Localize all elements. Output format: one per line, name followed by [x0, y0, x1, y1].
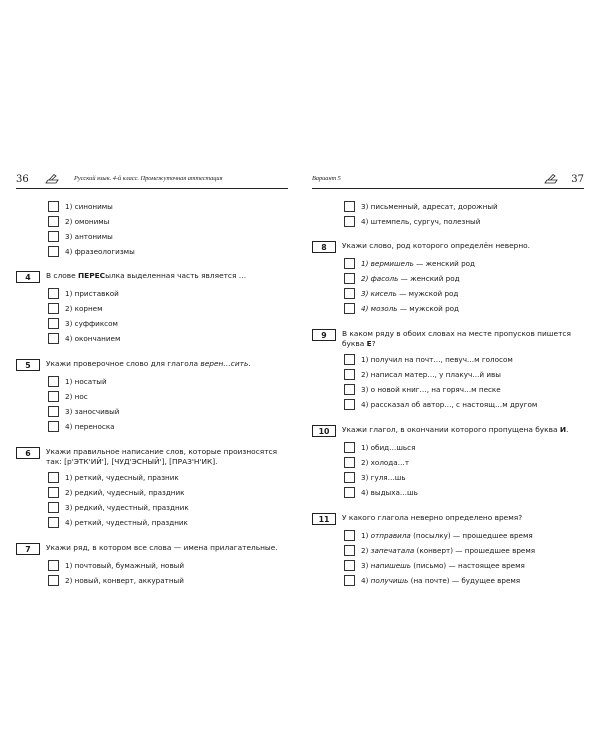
answer-option[interactable]: [48, 199, 288, 214]
answer-option[interactable]: [344, 543, 584, 558]
option-text: 2) запечатала (конверт) — прошедшее время: [361, 546, 536, 555]
option-text: 2) написал матер…, у плакуч…й ивы: [361, 370, 501, 379]
answer-checkbox[interactable]: [48, 560, 59, 571]
answer-option[interactable]: [344, 271, 584, 286]
answer-option[interactable]: [48, 419, 288, 434]
answer-checkbox[interactable]: [48, 201, 59, 212]
answer-checkbox[interactable]: [344, 201, 355, 212]
option-text: 1) почтовый, бумажный, новый: [65, 561, 185, 570]
option-text: 4) выдыха…шь: [361, 488, 418, 497]
answer-option[interactable]: [344, 286, 584, 301]
question-7: [16, 543, 288, 588]
option-text: 3) суффиксом: [65, 319, 118, 328]
answer-checkbox[interactable]: [344, 575, 355, 586]
answer-checkbox[interactable]: [48, 246, 59, 257]
option-text: 4) штемпель, сургуч, полезный: [361, 217, 481, 226]
answer-checkbox[interactable]: [344, 303, 355, 314]
option-text: 3) заносчивый: [65, 407, 120, 416]
right-page: [312, 172, 584, 585]
answer-option[interactable]: [344, 440, 584, 455]
answer-checkbox[interactable]: [48, 288, 59, 299]
question-9: [312, 329, 584, 412]
answer-option[interactable]: [48, 286, 288, 301]
option-text: 4) мозоль — мужской род: [361, 304, 460, 313]
answer-checkbox[interactable]: [344, 369, 355, 380]
question-number: 11: [312, 513, 336, 525]
answer-option[interactable]: [344, 528, 584, 543]
answer-option[interactable]: [48, 316, 288, 331]
option-text: 2) нос: [65, 392, 88, 401]
option-text: 2) омонимы: [65, 217, 110, 226]
answer-checkbox[interactable]: [48, 376, 59, 387]
option-text: 2) фасоль — женский род: [361, 274, 460, 283]
answer-checkbox[interactable]: [344, 288, 355, 299]
option-text: 3) о новой книг…, на горяч…м песке: [361, 385, 501, 394]
answer-option[interactable]: [48, 301, 288, 316]
answer-checkbox[interactable]: [344, 487, 355, 498]
question-3-continuation: [16, 199, 288, 259]
answer-option[interactable]: [344, 382, 584, 397]
option-text: 3) письменный, адресат, дорожный: [361, 202, 498, 211]
answer-option[interactable]: [48, 515, 288, 530]
answer-checkbox[interactable]: [48, 487, 59, 498]
answer-option[interactable]: [48, 244, 288, 259]
question-6: [16, 447, 288, 530]
answer-checkbox[interactable]: [344, 560, 355, 571]
option-text: 4) реткий, чудестный, праздник: [65, 518, 188, 527]
answer-checkbox[interactable]: [48, 517, 59, 528]
question-text: Укажи проверочное слово для глагола верен…сить.: [46, 359, 251, 368]
option-text: 3) кисель — мужской род: [361, 289, 459, 298]
question-number: 7: [16, 543, 40, 555]
answer-checkbox[interactable]: [48, 421, 59, 432]
answer-option[interactable]: [48, 389, 288, 404]
answer-checkbox[interactable]: [48, 575, 59, 586]
header-title: Русский язык. 4-й класс. Промежуточная аттестация: [74, 175, 223, 182]
answer-option[interactable]: [344, 301, 584, 316]
question-number: 4: [16, 271, 40, 283]
answer-checkbox[interactable]: [344, 216, 355, 227]
page-number: 36: [16, 174, 29, 185]
option-text: 4) переноска: [65, 422, 115, 431]
answer-checkbox[interactable]: [48, 318, 59, 329]
answer-option[interactable]: [344, 256, 584, 271]
answer-checkbox[interactable]: [344, 399, 355, 410]
option-text: 3) напишешь (письмо) — настоящее время: [361, 561, 525, 570]
answer-option[interactable]: [48, 374, 288, 389]
answer-option[interactable]: [48, 558, 288, 573]
question-4: [16, 271, 288, 346]
header-title: Вариант 5: [312, 175, 341, 182]
option-text: 2) холода…т: [361, 458, 410, 467]
option-text: 1) вермишель — женский род: [361, 259, 476, 268]
question-text: Укажи слово, род которого определён неверно.: [342, 241, 531, 250]
answer-option[interactable]: [48, 214, 288, 229]
option-text: 1) носатый: [65, 377, 107, 386]
answer-checkbox[interactable]: [48, 303, 59, 314]
question-text: В каком ряду в обоих словах на месте пропусков пишется буква Е?: [342, 329, 571, 348]
question-number: 10: [312, 425, 336, 437]
answer-checkbox[interactable]: [344, 442, 355, 453]
answer-checkbox[interactable]: [344, 472, 355, 483]
question-text: Укажи ряд, в котором все слова — имена прилагательные.: [46, 543, 278, 552]
option-text: 1) приставкой: [65, 289, 119, 298]
question-text: В слове ПЕРЕСылка выделенная часть является …: [46, 271, 247, 280]
answer-checkbox[interactable]: [48, 231, 59, 242]
option-text: 3) гуля…шь: [361, 473, 406, 482]
pencil-icon: [544, 173, 558, 185]
answer-checkbox[interactable]: [344, 258, 355, 269]
answer-option[interactable]: [344, 573, 584, 588]
question-number: 5: [16, 359, 40, 371]
answer-checkbox[interactable]: [48, 333, 59, 344]
option-text: 4) окончанием: [65, 334, 121, 343]
question-number: 6: [16, 447, 40, 459]
answer-option[interactable]: [48, 573, 288, 588]
question-text: Укажи глагол, в окончании которого пропущена буква И.: [342, 425, 569, 434]
answer-option[interactable]: [344, 455, 584, 470]
option-text: 2) новый, конверт, аккуратный: [65, 576, 184, 585]
option-text: 1) отправила (посылку) — прошедшее время: [361, 531, 533, 540]
answer-checkbox[interactable]: [344, 457, 355, 468]
answer-checkbox[interactable]: [344, 354, 355, 365]
option-text: 2) корнем: [65, 304, 103, 313]
question-10: [312, 425, 584, 500]
page-number: 37: [571, 174, 584, 185]
answer-checkbox[interactable]: [48, 216, 59, 227]
answer-option[interactable]: [48, 470, 288, 485]
option-text: 4) получишь (на почте) — будущее время: [361, 576, 521, 585]
pencil-icon: [45, 173, 59, 185]
question-11: [312, 513, 584, 588]
answer-checkbox[interactable]: [48, 472, 59, 483]
left-page: [16, 172, 288, 585]
answer-option[interactable]: [344, 214, 584, 229]
option-text: 4) фразеологизмы: [65, 247, 135, 256]
answer-option[interactable]: [48, 331, 288, 346]
question-text: У какого глагола неверно определено время?: [342, 513, 523, 522]
answer-option[interactable]: [344, 199, 584, 214]
question-text: Укажи правильное написание слов, которые произносятся так: [р'ЭТК'ИЙ'], [ЧУД'ЭСНЫЙ'], [ПРАЗ'Н'ИК].: [46, 447, 278, 466]
answer-checkbox[interactable]: [344, 384, 355, 395]
question-5: [16, 359, 288, 434]
answer-option[interactable]: [344, 470, 584, 485]
option-text: 3) антонимы: [65, 232, 113, 241]
answer-checkbox[interactable]: [48, 406, 59, 417]
answer-checkbox[interactable]: [48, 391, 59, 402]
answer-option[interactable]: [344, 558, 584, 573]
option-text: 1) реткий, чудесный, празник: [65, 473, 179, 482]
answer-option[interactable]: [344, 485, 584, 500]
answer-checkbox[interactable]: [344, 545, 355, 556]
question-number: 9: [312, 329, 336, 341]
answer-option[interactable]: [344, 397, 584, 412]
option-text: 1) получил на почт…, певуч…м голосом: [361, 355, 513, 364]
option-text: 2) редкий, чудесный, праздник: [65, 488, 185, 497]
option-text: 4) рассказал об автор…, с настоящ…м другом: [361, 400, 538, 409]
question-7-continuation: [312, 199, 584, 229]
answer-checkbox[interactable]: [48, 502, 59, 513]
answer-option[interactable]: [48, 500, 288, 515]
question-8: [312, 241, 584, 316]
right-page-header: [312, 172, 584, 189]
answer-option[interactable]: [48, 485, 288, 500]
answer-option[interactable]: [344, 352, 584, 367]
answer-option[interactable]: [48, 229, 288, 244]
option-text: 1) обид…шься: [361, 443, 416, 452]
answer-checkbox[interactable]: [344, 273, 355, 284]
answer-option[interactable]: [48, 404, 288, 419]
left-page-header: [16, 172, 288, 189]
option-text: 3) редкий, чудестный, праздник: [65, 503, 189, 512]
option-text: 1) синонимы: [65, 202, 113, 211]
answer-checkbox[interactable]: [344, 530, 355, 541]
question-number: 8: [312, 241, 336, 253]
answer-option[interactable]: [344, 367, 584, 382]
